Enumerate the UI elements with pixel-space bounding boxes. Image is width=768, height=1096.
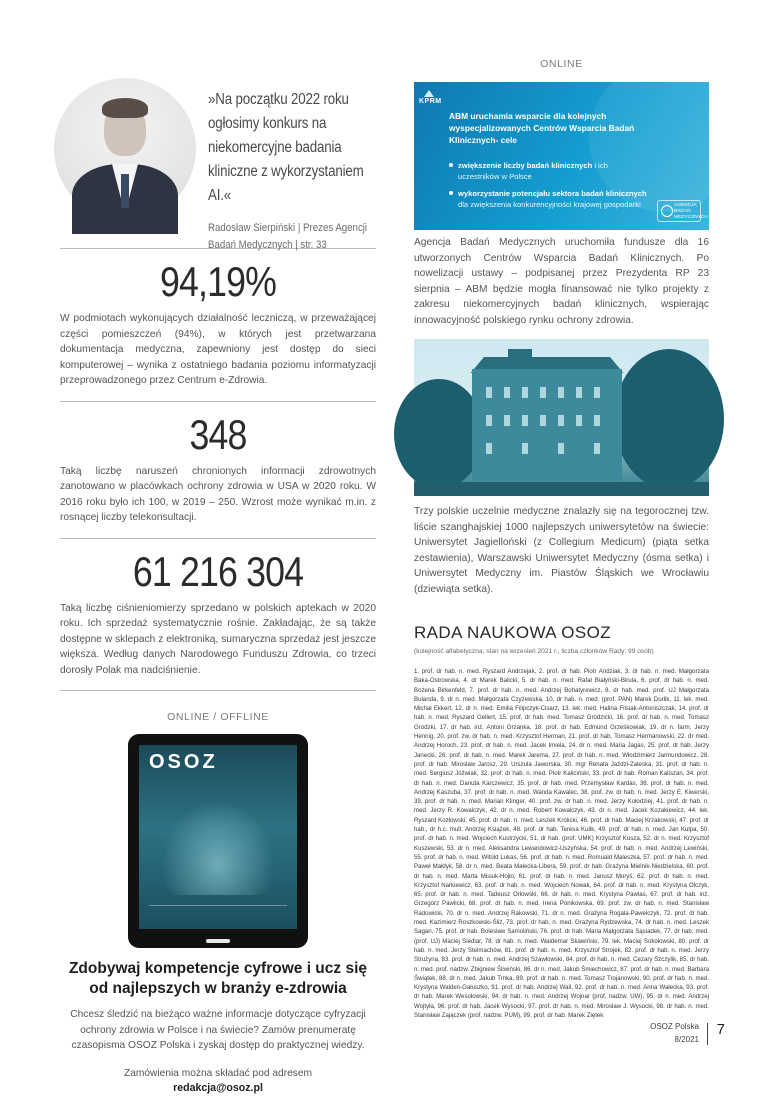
banner-bullet: zwiększenie liczby badań klinicznych i ich uczestników w Polsce — [449, 160, 649, 182]
stat-number-1: 94,19% — [160, 258, 276, 305]
author-portrait — [54, 78, 196, 220]
osoz-cover-logo: OSOZ — [149, 751, 218, 773]
tablet-magazine-cover — [128, 734, 308, 948]
article-shanghai: Trzy polskie uczelnie medyczne znalazły się na tegorocznej tzw. liście szanghajskiej 1000 najlepszych uniwersytetów na świecie: Uniwersytet Jagielloński (z Collegium Medicum) (piąta setka zestawienia), Warszawski Uniwersytet Medyczny (ósma setka) i Uniwersytet Medyczny im. Piastów Śląskich we Wrocławiu (dziewiąta setka). — [414, 506, 709, 595]
left-column — [60, 78, 376, 1096]
quote-text: »Na początku 2022 roku ogłosimy konkurs na niekomercyjne badania kliniczne z wykorzystaniem AI.« — [208, 91, 364, 204]
kprm-logo: KPRM — [419, 90, 442, 105]
promo-headline: Zdobywaj kompetencje cyfrowe i ucz się od najlepszych w branży e-zdrowia — [68, 960, 368, 997]
divider — [60, 401, 376, 402]
banner-bullet: wykorzystanie potencjału sektora badań klinicznych dla zwiększenia konkurencyjności krajowej gospodarki — [449, 188, 649, 210]
footer-issue: 8/2021 — [674, 1035, 699, 1044]
footer-magazine: OSOZ Polska — [650, 1022, 699, 1031]
page-footer — [615, 1021, 725, 1051]
article-abm: Agencja Badań Medycznych uruchomiła fundusze dla 16 utworzonych Centrów Wsparcia Badań Klinicznych. Po nowelizacji ustawy – podpisanej przez Prezydenta RP 23 sierpnia – ABM będzie mogła finansować nie tylko projekty z zakresu niekomercyjnych badań klinicznych, wspierając innowacyjność polskiego rynku ochrony zdrowia. — [414, 237, 709, 326]
quote-author: Radosław Sierpiński | Prezes Agencji Badań Medycznych | str. 33 — [208, 222, 368, 251]
tablet-home-button — [206, 939, 230, 943]
university-photo — [414, 339, 709, 496]
divider — [60, 690, 376, 691]
divider — [60, 538, 376, 539]
banner-bullets — [449, 160, 649, 216]
quote-block — [60, 78, 376, 251]
banner-title: ABM uruchamia wsparcie dla kolejnych wyspecjalizowanych Centrów Wsparcia Badań Klinicznych- cele — [449, 111, 635, 145]
stat-number-3: 61 216 304 — [132, 547, 304, 595]
stat-number-2: 348 — [189, 410, 247, 458]
hands-illustration — [157, 795, 279, 895]
stat-text-2: Taką liczbę naruszeń chronionych informacji zdrowotnych zanotowano w placówkach ochrony zdrowia w USA w 2020 roku. W 2016 roku było ich 100, w 2019 – 250. Wzrost może wynikać m.in. z rosnącej liczby telekonsultacji. — [60, 465, 376, 523]
online-section-label: ONLINE — [540, 58, 583, 70]
promo-text: Chcesz śledzić na bieżąco ważne informacje dotyczące cyfryzacji ochrony zdrowia w Polsce i na świecie? Zamów prenumeratę czasopisma OSOZ Polska i zyskaj dostęp do praktycznej wiedzy. — [70, 1009, 366, 1051]
stat-text-1: W podmiotach wykonujących działalność leczniczą, w przeważającej części pomieszczeń (94%), w których jest przetwarzana dokumentacja medyczna, zapewniony jest dostęp do sieci komputerowej – wynika z ostatniego badania poziomu informatyzacji przeprowadzonego przez Centrum e-Zdrowia. — [60, 313, 376, 386]
stat-text-3: Taką liczbę ciśnieniomierzy sprzedano w polskich aptekach w 2020 roku. Ich sprzedaż systematycznie rośnie. Zakładając, że są także dostępne w sklepach z elektroniką, sumaryczna sprzedaż jest jeszcze większa. Według danych Narodowego Funduszu Zdrowia, co trzeci dorosły Polak ma nadciśnienie. — [60, 602, 376, 676]
order-email-link[interactable]: redakcja@osoz.pl — [173, 1082, 263, 1094]
footer-separator — [707, 1023, 708, 1045]
cover-footer-bar — [149, 905, 287, 919]
rada-title: RADA NAUKOWA OSOZ — [414, 623, 611, 642]
rada-members-list: 1. prof. dr hab. n. med. Ryszard Andrzejak, 2. prof. dr hab. Piotr Andziak, 3. dr hab. n. med. Małgorzata Baka-Ostrowska, 4. dr Marek Balicki, 5. dr hab. n. med. Rafał Białyński-Birula, 6. prof. dr hab. n. med. Bożena Birkenfeld, 7. prof. dr hab. n. med. Andrzej Bohatyrewicz, 8. dr hab. med. prof. UJ Małgorzata Bulanda, 9. dr n. med. Małgorzata Czyżewska, 10. dr hab. n. med. (prof. PAN) Marek Durlik, 11. lek. med. Michał Ekkert, 12. dr n. med. Emilia Filipczyk-Cisarż, 13. lek. med. Halina Filsiak-Antoniszczak, 14. prof. dr hab. n. med. Ryszard Gellert, 15. prof. dr hab. med. Tomasz Grodzicki, 16. prof. dr hab. n. med. Tomasz Grodzki, 17. dr hab. inż. Antoni Grzanka, 18. prof. dr hab. Edmund Grześkowiak, 19. dr n. farm. Jerzy Hennig, 20. prof. zw. dr hab. n. med. Krzysztof Herman, 21. prof. dr hab. Tomasz Hermanowski, 22. dr med. Andrzej Horoch, 23. prof. dr hab. n. med. Jacek Imiela, 24. dr n. med. Maria Jagas, 25. prof. dr hab. Jerzy Janecki, 26. prof. dr hab. n. med. Marek Jarema, 27. prof. dr hab. n. med. Włodzimierz Jarmundowicz, 28. prof. dr hab. Mirosław Jarosz, 29. Urszula Jaworska, 30. mgr Renata Jaździ-Zaleska, 31. prof. dr hab. n. med. Sergiusz Jóźwiak, 32. prof. dr hab. n. med. Piotr Kaliciński, 33. prof. dr hab. Roman Kaliszan, 34. prof. dr hab. n. med. Danuta Karczewicz, 35. prof. dr hab. med. Przemysław Kardas, 36. prof. dr hab. n. med. Andrzej Kaszuba, 37. prof. dr hab. n. med. Wanda Kawalec, 38. prof. zw. dr hab. n. med. Jerzy E. Kiwerski, 39. prof. dr hab. n. med. Marian Klinger, 40. prof. zw. dr hab. n. med. Jerzy Kołodziej, 41. prof. dr hab. n. med. Jerzy R. Kowalczyk, 42. dr n. med. Robert Kowalczyk, 43. dr n. med. Jacek Kozakiewicz, 44. lek. Ryszard Kozłowski, 45. prof. dr hab. n. med. Leszek Królicki, 46. prof. dr hab. Maciej Krzakowski, 47. prof. dr hab., dr h.c. mult. Andrzej Książek, 48. prof. dr hab. Teresa Kulik, 49. prof. dr hab. n. med. Jan Kulpa, 50. prof. dr hab. n. med. Wojciech Kustrzycki, 51. dr hab. (prof. UMK) Krzysztof Kusza, 52. dr n. med. Krzysztof Kuszewski, 53. dr n. med. Aleksandra Lewandowicz-Uszyńska, 54. prof. dr hab. n. med. Andrzej Lewiński, 55. prof. dr hab. n. med. Witold Lukas, 56. prof. dr hab. n. med. Romuald Maleszka, 57. prof. dr hab. n. med. Paweł Małdyk, 58. dr n. med. Beata Małecka-Libera, 59. prof. dr hab. Grażyna Mielnik-Niedzielska, 60. prof. dr hab. n. med. Marta Misiuk-Hojło, 61. prof. dr hab. n. med. Janusz Moryś, 62. prof. dr hab. n. med. Krzysztof Narkiewicz, 63. prof. dr hab. n. med. Wojciech Nowak, 64. prof. dr hab. n. med. Krystyna Olczyk, 65. prof. dr hab. n. med. Tadeusz Orłowski, 66. dr hab. n. med. Krystyna Pawlas, 67. prof. dr hab. inż. Grzegorz Pawlicki, 68. prof. dr hab. n. med. Irena Ponikowska, 69. prof. zw. dr hab. n. med. Stanisław Radowicki, 70. dr n. med. Andrzej Rakowski, 71. dr n. med. Grażyna Rogala-Pawelczyk, 72. prof. dr hab. med. Kazimierz Roszkowski-Śliż, 73. prof. dr hab. n. med. Grażyna Rydzewska, 74. dr hab. n. med. Leszek Sagan, 75. prof. dr hab. Bolesław Samoliński, 76. prof. dr hab. Maria Małgorzata Sąsiadek, 77. dr hab. med. (prof. UJ) Maciej Siedlar, 78. dr hab. n. med. Waldemar Skawiński, 79. lek. Maciej Sokołowski, 80. prof. dr hab. n. med. Jerzy Stelmachów, 81. prof. dr hab. n. med. Krzysztof Strojek, 82. prof. dr hab. n. med. Jerzy Strużyna, 83. prof. dr hab. n. med. Andrzej Szawłowski, 84. prof. dr hab. n. med. Cezary Szczylik, 85. dr hab. n. med. prof. nadzw. Zbigniew Śliwiński, 86. dr n. med. Jakub Śmiechowicz, 87. prof. dr hab. n. med. Barbara Świątek, 88. dr n. med. Jakub Trnka, 89. prof. dr hab. n. med. Tomasz Trojanowski, 90. prof. dr hab. n. med. Krystyna Walden-Gałuszko, 91. prof. dr hab. Andrzej Wall, 92. prof. dr hab. n. med. Anna Wałecka, 93. prof. dr hab. Marek Wesołowski, 94. dr hab. n. med. Andrzej Wojnar (prof. nadzw. UW), 95. dr n. med. Andrzej Wojtyła, 96. prof. dr hab. Jacek Wysocki, 97. prof. dr hab. n. med. Mirosław J. Wysocki, 98. dr hab. n. med. Stanisław Zajączek (prof. nadzw. PUM), 99. prof. dr hab. Marek Ziętek — [414, 668, 709, 1019]
page-number: 7 — [716, 1021, 725, 1038]
right-column — [414, 58, 709, 1020]
rada-subtitle: (kolejność alfabetyczna, stan na wrzesień 2021 r., liczba członków Rady: 99 osób) — [414, 648, 654, 655]
abm-logo: AGENCJA BADAŃ MEDYCZNYCH — [657, 200, 701, 222]
order-text: Zamówienia można składać pod adresem — [124, 1067, 312, 1079]
magazine-cover-screen — [139, 745, 297, 929]
quote-content — [208, 78, 408, 251]
promo-section-label: ONLINE / OFFLINE — [167, 711, 269, 723]
abm-banner — [414, 82, 709, 230]
